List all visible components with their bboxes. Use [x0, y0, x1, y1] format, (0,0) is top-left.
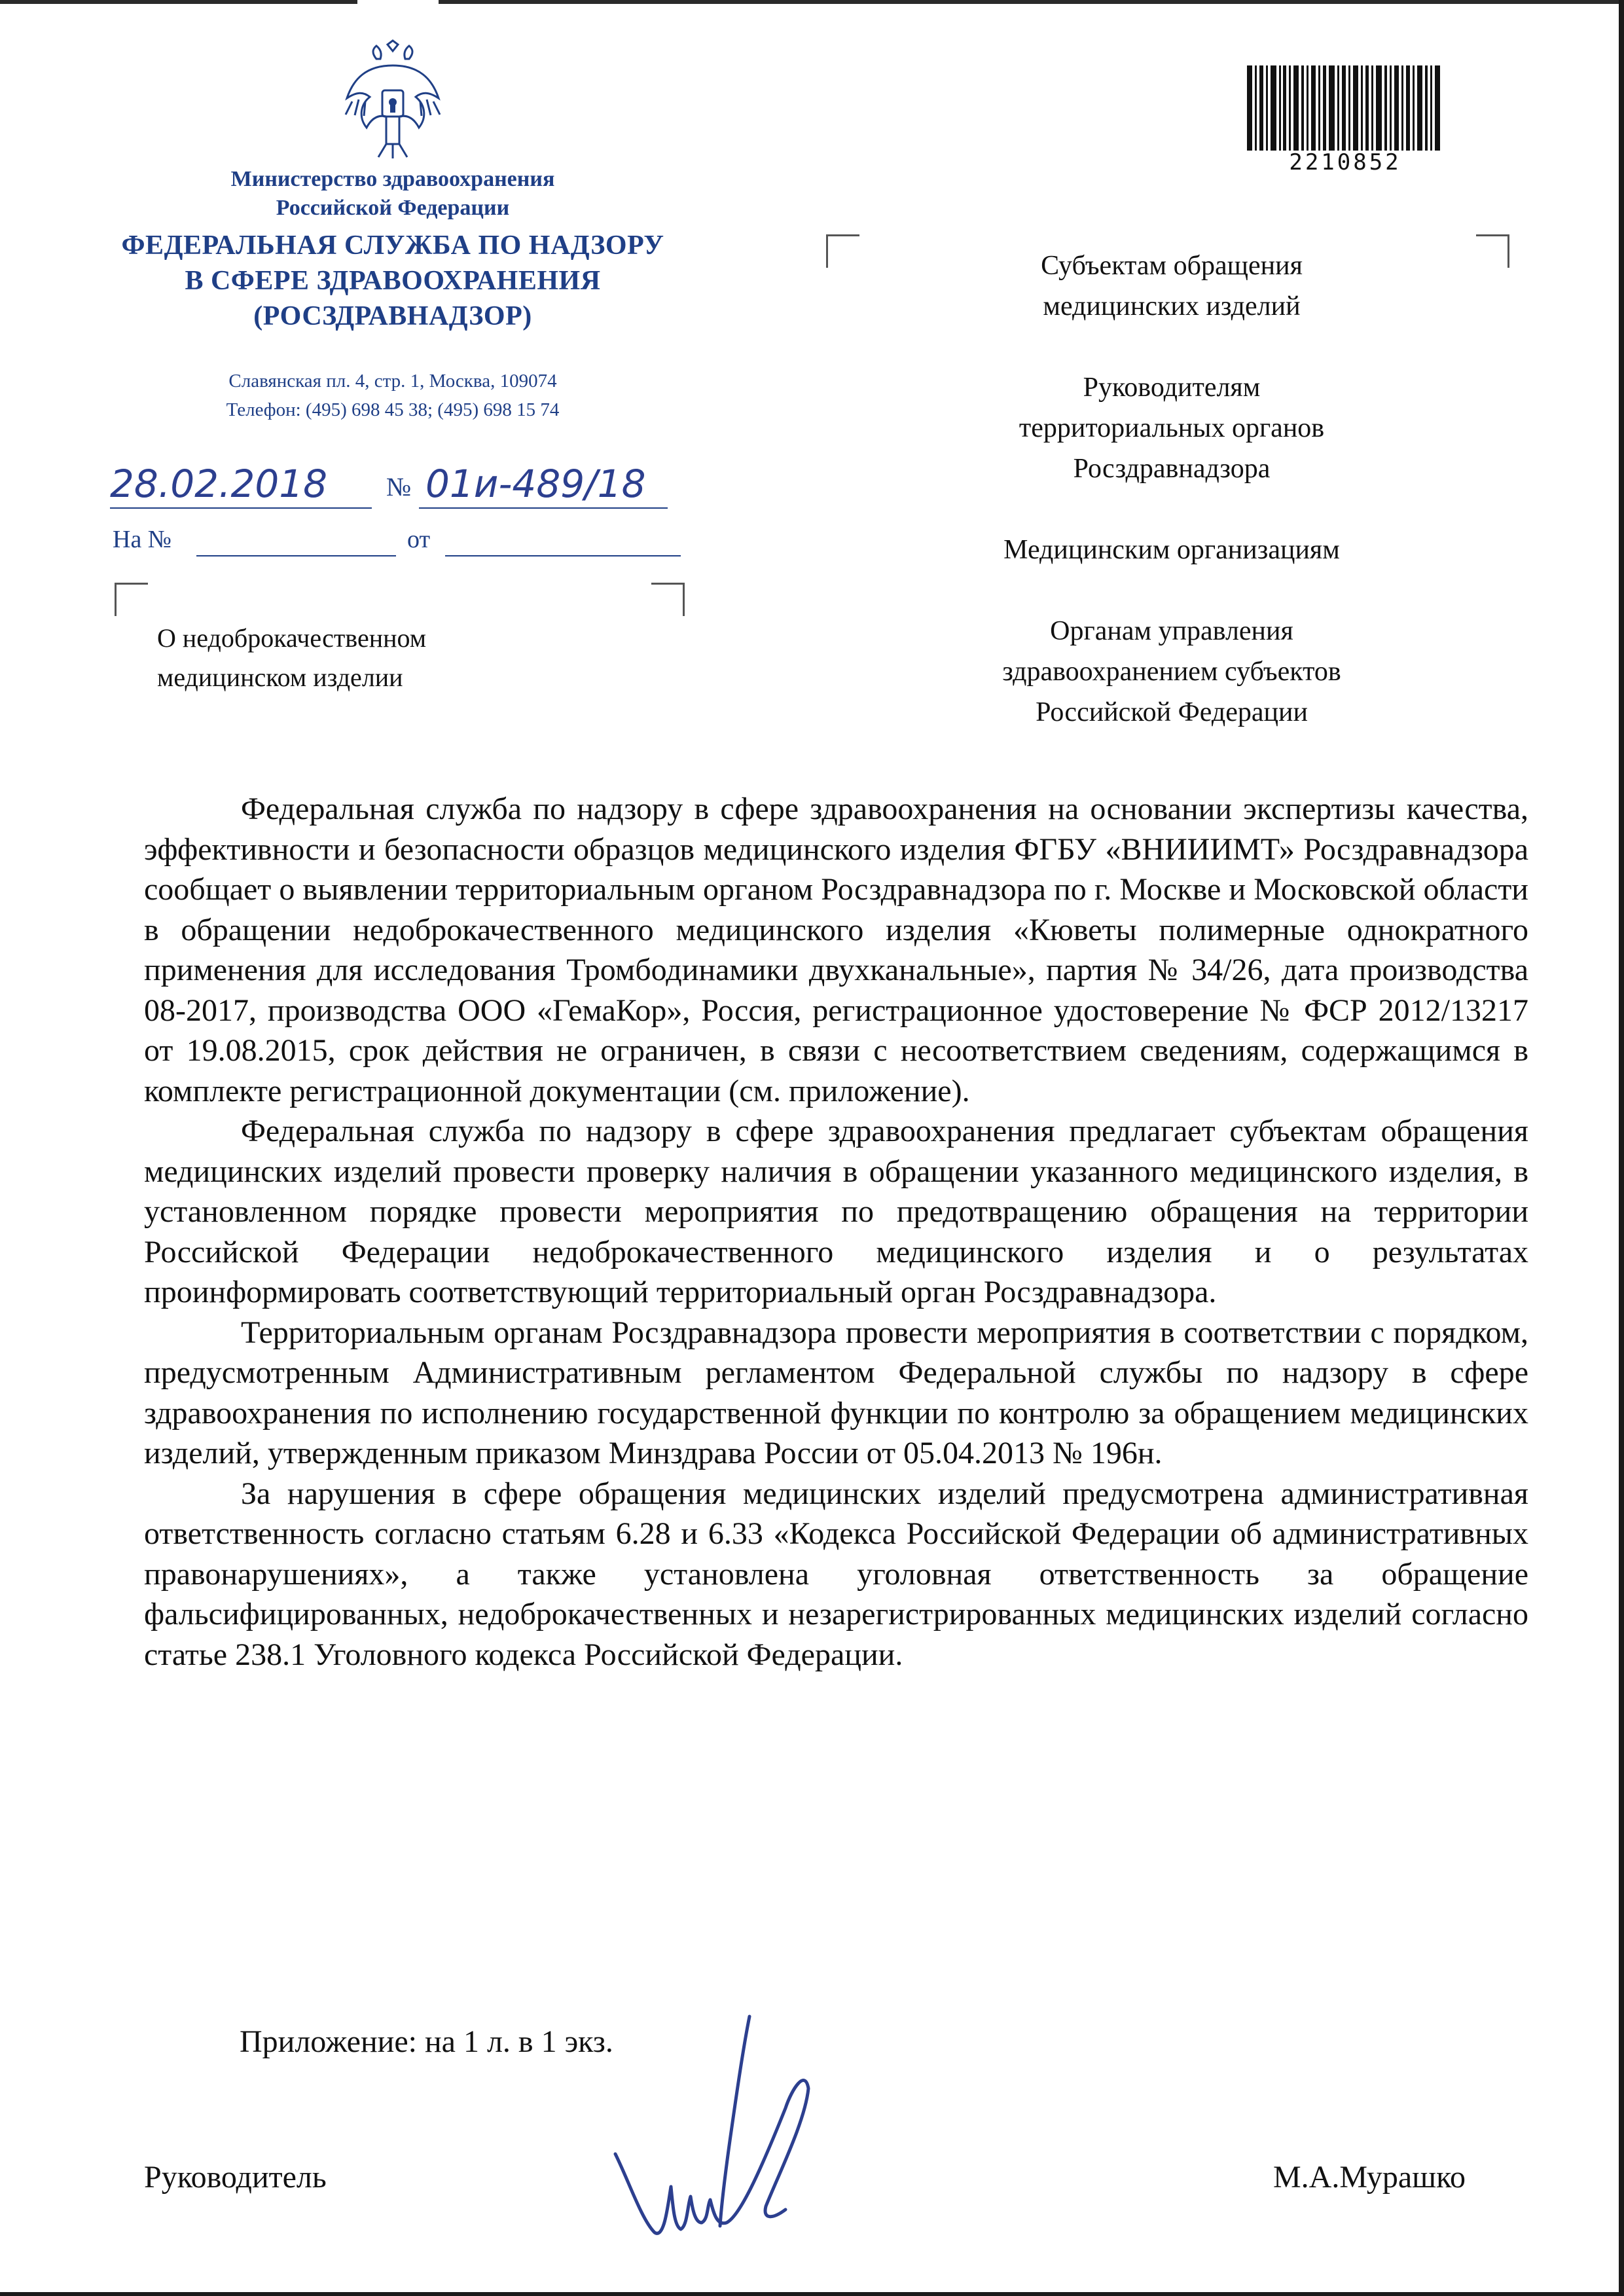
- agency-line-3: (РОСЗДРАВНАДЗОР): [253, 301, 532, 331]
- letter-subject: [157, 619, 426, 697]
- addressee-item: [903, 367, 1440, 489]
- date-underline: [110, 507, 372, 509]
- subject-line-1: О недоброкачественном: [157, 623, 427, 653]
- letter-body: [144, 789, 1528, 1675]
- barcode-number: 2210852: [1289, 149, 1401, 175]
- body-paragraph-2: Федеральная служба по надзору в сфере здравоохранения предлагает субъектам обращения медицинских изделий провести проверку наличия в обращении указанного медицинского изделия, в установленном порядке провести мероприятия по предотвращению обращения на территории Российской Федерации недоброкачественного медицинского изделия и о результатах проинформировать соответствующий территориальный орган Росздравнадзора.: [144, 1114, 1528, 1309]
- addressee-line: Руководителям: [1083, 373, 1261, 403]
- subject-line-2: медицинском изделии: [157, 663, 403, 692]
- reference-number-label: На №: [113, 526, 172, 553]
- number-underline: [419, 507, 668, 509]
- addressee-bracket-left: [826, 234, 859, 268]
- addressee-line: Органам управления: [1050, 616, 1293, 646]
- barcode: [1247, 65, 1443, 151]
- addressee-line: Субъектам обращения: [1041, 251, 1303, 281]
- handwritten-signature-icon: [609, 2010, 884, 2252]
- agency-line-1: ФЕДЕРАЛЬНАЯ СЛУЖБА ПО НАДЗОРУ: [121, 230, 664, 261]
- subject-bracket-left: [115, 583, 148, 616]
- agency-address: [111, 367, 674, 424]
- russian-double-headed-eagle-icon: [340, 39, 445, 164]
- addressee-line: Российской Федерации: [1036, 697, 1308, 727]
- agency-name: [98, 228, 687, 334]
- ministry-line-1: Министерство здравоохранения: [230, 167, 555, 191]
- scan-edge-right: [1619, 0, 1624, 2296]
- reference-date-label: от: [407, 526, 431, 553]
- ministry-name: [111, 165, 674, 223]
- reference-number-blank: [196, 555, 396, 556]
- body-paragraph-4: За нарушения в сфере обращения медицинских изделий предусмотрена административная ответственность согласно статьям 6.28 и 6.33 «Кодекса Российской Федерации об административных правонарушениях», а также установлена уголовная ответственность за обращение фальсифицированных, недоброкачественных и незарегистрированных медицинских изделий согласно статье 238.1 Уголовного кодекса Российской Федерации.: [144, 1476, 1528, 1672]
- addressee-item: [903, 246, 1440, 327]
- signer-name: М.А.Мурашко: [1273, 2160, 1466, 2195]
- address-line-2: Телефон: (495) 698 45 38; (495) 698 15 74: [226, 399, 560, 420]
- addressee-list: [903, 246, 1440, 773]
- body-paragraph-3: Территориальным органам Росздравнадзора провести мероприятия в соответствии с порядком, предусмотренным Административным регламентом Федеральной службы по надзору в сфере здравоохранения по исполнению государственной функции по контролю за обращением медицинских изделий, утвержденным приказом Минздрава России от 05.04.2013 № 196н.: [144, 1315, 1528, 1470]
- ministry-line-2: Российской Федерации: [276, 196, 510, 220]
- addressee-line: здравоохранением субъектов: [1002, 657, 1341, 687]
- address-line-1: Славянская пл. 4, стр. 1, Москва, 109074: [228, 371, 557, 392]
- signer-position: Руководитель: [144, 2160, 327, 2195]
- reference-date-blank: [445, 555, 681, 556]
- scan-edge-bottom: [0, 2292, 1624, 2296]
- appendix-note: Приложение: на 1 л. в 1 экз.: [240, 2024, 613, 2059]
- addressee-line: Росздравнадзора: [1073, 454, 1271, 484]
- addressee-line: медицинских изделий: [1043, 291, 1301, 321]
- addressee-line: территориальных органов: [1019, 413, 1325, 443]
- scan-edge-top: [0, 0, 1624, 4]
- registration-date: 28.02.2018: [110, 462, 328, 506]
- addressee-item: [903, 611, 1440, 733]
- body-paragraph-1: Федеральная служба по надзору в сфере здравоохранения на основании экспертизы качества, эффективности и безопасности образцов медицинского изделия ФГБУ «ВНИИИМТ» Росздравнадзора сообщает о выявлении территориальным органом Росздравнадзора по г. Москве и Московской области в обращении недоброкачественного медицинского изделия «Кюветы полимерные однократного применения для исследования Тромбодинамики двухканальные», партия № 34/26, дата производства 08-2017, производства ООО «ГемаКор», Россия, регистрационное удостоверение № ФСР 2012/13217 от 19.08.2015, срок действия не ограничен, в связи с несоответствием сведениям, содержащимся в комплекте регистрационной документации (см. приложение).: [144, 792, 1528, 1108]
- addressee-item: [903, 530, 1440, 570]
- subject-bracket-right: [651, 583, 685, 616]
- addressee-line: Медицинским организациям: [1003, 535, 1340, 565]
- addressee-bracket-right: [1476, 234, 1509, 268]
- agency-line-2: В СФЕРЕ ЗДРАВООХРАНЕНИЯ: [185, 266, 601, 296]
- number-sign: №: [386, 472, 412, 501]
- registration-number: 01и-489/18: [425, 462, 646, 506]
